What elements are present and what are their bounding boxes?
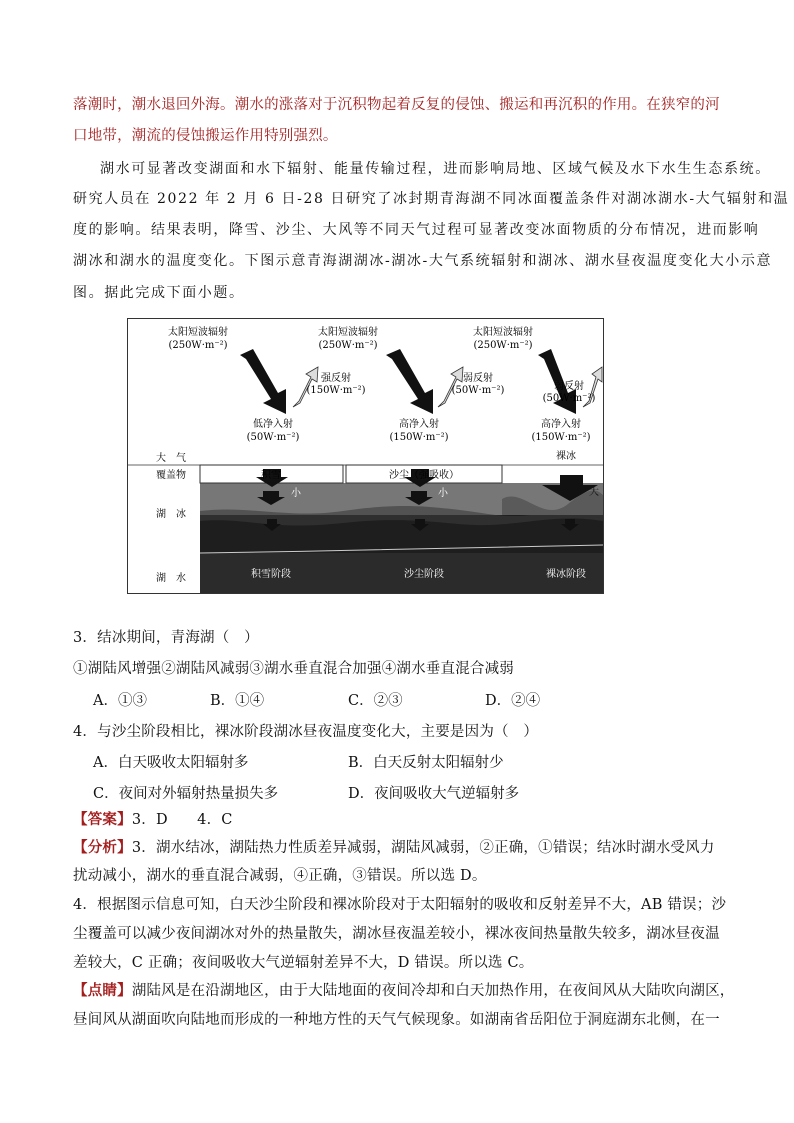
layer-atmosphere: 大 气 <box>156 453 186 464</box>
answer-text: 3．D 4．C <box>131 812 233 828</box>
passage-line-5: 图。据此完成下面小题。 <box>73 285 245 301</box>
passage-line-2: 研究人员在 2022 年 2 月 6 日-28 日研究了冰封期青海湖不同冰面覆盖条件对湖冰湖水-大气辐射和温 <box>73 191 790 207</box>
q4-option-c[interactable]: C．夜间对外辐射热量损失多 <box>93 786 279 802</box>
q4-option-b[interactable]: B．白天反射太阳辐射少 <box>348 755 504 771</box>
reflect-label-3: 弱反射 <box>554 381 584 392</box>
note-line-2: 昼间风从湖面吹向陆地而形成的一种地方性的天气气候现象。如湖南省岳阳位于洞庭湖东北侧，在一 <box>73 1012 720 1028</box>
q3-stem: 3．结冰期间，青海湖（ ） <box>73 630 259 646</box>
analysis-text-1: 3．湖水结冰，湖陆热力性质差异减弱，湖陆风减弱，②正确，①错误；结冰时湖水受风力 <box>131 840 715 856</box>
reflect-value-1: (150W·m⁻²) <box>306 385 366 396</box>
net-label-1: 低净入射 <box>253 419 293 430</box>
q3-option-d[interactable]: D．②④ <box>485 693 541 709</box>
solar-label-3: 太阳短波辐射 <box>473 327 533 338</box>
layer-cover: 覆盖物 <box>156 470 186 481</box>
note-line-1 <box>73 979 735 1000</box>
solar-label-2: 太阳短波辐射 <box>318 327 378 338</box>
cover-label-3: 裸冰 <box>556 451 576 462</box>
q4-stem: 4．与沙尘阶段相比，裸冰阶段湖冰昼夜温度变化大，主要是因为（ ） <box>73 724 539 740</box>
solar-label-1: 太阳短波辐射 <box>168 327 228 338</box>
q3-option-c[interactable]: C．②③ <box>348 693 403 709</box>
size-label-2: 小 <box>438 488 448 499</box>
q3-option-a[interactable]: A．①③ <box>93 693 147 709</box>
analysis-line-2: 扰动减小，湖水的垂直混合减弱，④正确，③错误。所以选 D。 <box>73 868 487 884</box>
note-text-1: 湖陆风是在沿湖地区，由于大陆地面的夜间冷却和白天加热作用，在夜间风从大陆吹向湖区， <box>131 983 735 999</box>
net-label-3: 高净入射 <box>541 419 581 430</box>
q4-option-a[interactable]: A．白天吸收太阳辐射多 <box>93 755 249 771</box>
size-label-1: 小 <box>291 488 301 499</box>
solar-value-1: (250W·m⁻²) <box>168 340 228 351</box>
intro-line-1: 落潮时，潮水退回外海。潮水的涨落对于沉积物起着反复的侵蚀、搬运和再沉积的作用。在狭窄的河 <box>73 97 720 113</box>
q4-option-d[interactable]: D．夜间吸收大气逆辐射多 <box>348 786 520 802</box>
passage-line-1: 湖水可显著改变湖面和水下辐射、能量传输过程，进而影响局地、区域气候及水下水生生态系统。 <box>100 161 771 177</box>
reflect-value-3: (50W·m⁻²) <box>542 393 596 404</box>
solar-value-2: (250W·m⁻²) <box>318 340 378 351</box>
analysis-line-5: 差较大，C 正确；夜间吸收大气逆辐射差异不大，D 错误。所以选 C。 <box>73 955 534 971</box>
layer-ice: 湖 冰 <box>156 509 186 520</box>
q3-option-b[interactable]: B．①④ <box>210 693 265 709</box>
analysis-line-4: 尘覆盖可以减少夜间湖冰对外的热量散失，湖冰昼夜温差较小，裸冰夜间热量散失较多，湖冰昼夜温 <box>73 926 720 942</box>
net-value-2: (150W·m⁻²) <box>389 432 449 443</box>
net-label-2: 高净入射 <box>399 419 439 430</box>
passage-line-4: 湖冰和湖水的温度变化。下图示意青海湖湖冰-湖冰-大气系统辐射和湖冰、湖水昼夜温度变化大小示意 <box>73 253 773 269</box>
stage-name-3: 裸冰阶段 <box>546 569 586 580</box>
cover-label-2: 沙尘（强吸收） <box>389 470 459 481</box>
analysis-tag: 【分析】 <box>73 839 132 856</box>
passage-line-3: 度的影响。结果表明，降雪、沙尘、大风等不同天气过程可显著改变冰面物质的分布情况，进而影响 <box>73 222 760 238</box>
stage-name-2: 沙尘阶段 <box>404 569 444 580</box>
solar-value-3: (250W·m⁻²) <box>473 340 533 351</box>
note-tag: 【点睛】 <box>73 982 132 999</box>
q3-items: ①湖陆风增强②湖陆风减弱③湖水垂直混合加强④湖水垂直混合减弱 <box>73 661 514 677</box>
cover-label-1: 积雪 <box>261 470 281 481</box>
reflect-label-2: 弱反射 <box>463 373 493 384</box>
radiation-diagram <box>127 318 604 594</box>
answer-line <box>73 808 233 829</box>
net-value-3: (150W·m⁻²) <box>531 432 591 443</box>
size-label-3: 大 <box>589 487 599 498</box>
reflect-value-2: (50W·m⁻²) <box>451 385 505 396</box>
reflect-label-1: 强反射 <box>321 373 351 384</box>
layer-water: 湖 水 <box>156 573 186 584</box>
stage-name-1: 积雪阶段 <box>251 569 291 580</box>
answer-tag: 【答案】 <box>73 811 132 828</box>
intro-line-2: 口地带，潮流的侵蚀搬运作用特别强烈。 <box>73 128 338 144</box>
analysis-line-1 <box>73 836 715 857</box>
net-value-1: (50W·m⁻²) <box>246 432 300 443</box>
analysis-line-3: 4．根据图示信息可知，白天沙尘阶段和裸冰阶段对于太阳辐射的吸收和反射差异不大，AB 错误；沙 <box>73 897 727 913</box>
